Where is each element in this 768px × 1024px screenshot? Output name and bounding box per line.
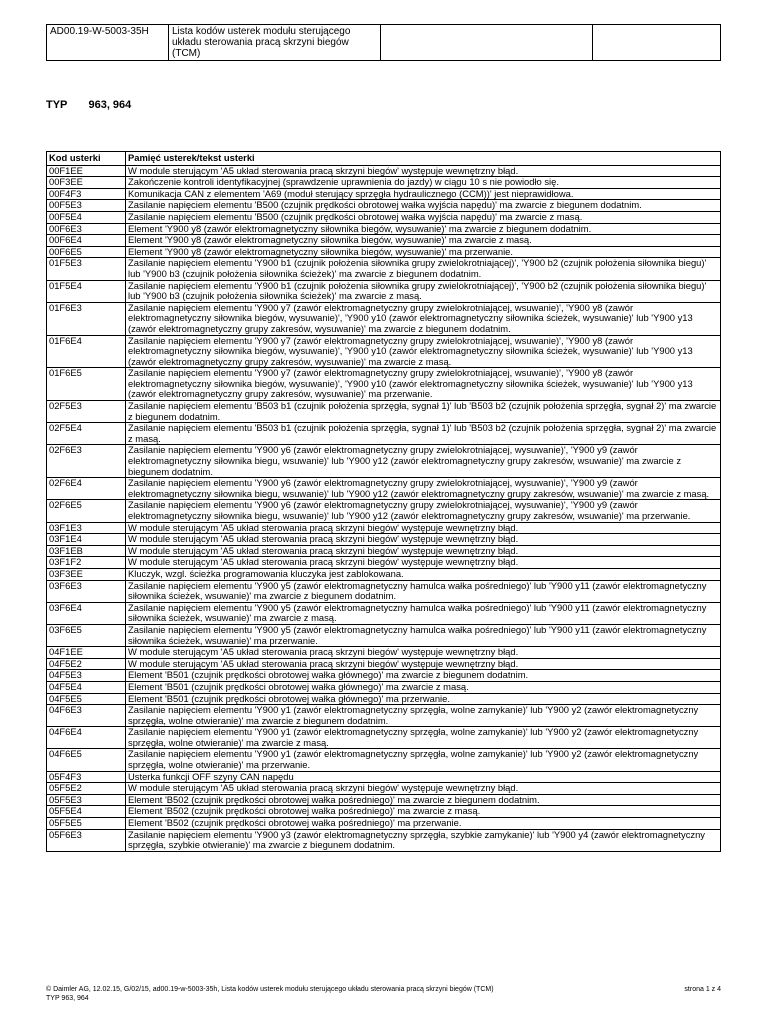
doc-id: AD00.19-W-5003-35H (47, 25, 169, 61)
fault-code: 05F5E2 (47, 783, 126, 795)
table-row (47, 401, 721, 423)
fault-description: Zasilanie napięciem elementu 'Y900 b1 (czujnik położenia siłownika grupy zwielokrotniającej)', 'Y900 b2 (czujnik położenia siłownika biegu)' lub 'Y900 b3 (czujnik położenia siłownika ścieżek)' ma zwarcie z masą. (126, 280, 721, 302)
table-row (47, 246, 721, 258)
fault-code-rows (47, 165, 721, 851)
fault-description: Zasilanie napięciem elementu 'B500 (czujnik prędkości obrotowej wałka wyjścia napędu)' ma zwarcie z masą. (126, 211, 721, 223)
table-row (47, 681, 721, 693)
fault-code: 04F5E5 (47, 693, 126, 705)
fault-description: Zasilanie napięciem elementu 'Y900 y6 (zawór elektromagnetyczny grupy zwielokrotniającej, wysuwanie)', 'Y900 y9 (zawór elektromagnetyczny siłownika biegu, wsuwanie)' lub 'Y900 y12 (zawór elektromagnetyczny grupy zakresów, wsuwanie)' ma zwarcie z biegunem dodatnim. (126, 445, 721, 478)
table-row (47, 670, 721, 682)
fault-description: Zasilanie napięciem elementu 'B503 b1 (czujnik położenia sprzęgła, sygnał 1)' lub 'B503 b2 (czujnik położenia sprzęgła, sygnał 2)' ma zwarcie z masą. (126, 423, 721, 445)
fault-code: 01F5E4 (47, 280, 126, 302)
table-row (47, 783, 721, 795)
fault-code: 00F5E4 (47, 211, 126, 223)
table-row (47, 693, 721, 705)
fault-description: Element 'B501 (czujnik prędkości obrotowej wałka głównego)' ma zwarcie z masą. (126, 681, 721, 693)
fault-description: Zasilanie napięciem elementu 'Y900 y5 (zawór elektromagnetyczny hamulca wałka pośredniego)' lub 'Y900 y11 (zawór elektromagnetyczny siłownika ścieżek, wsuwanie)' ma zwarcie z masą. (126, 602, 721, 624)
fault-code: 04F5E3 (47, 670, 126, 682)
fault-description: W module sterującym 'A5 układ sterowania pracą skrzyni biegów' występuje wewnętrzny błąd. (126, 783, 721, 795)
table-row (47, 658, 721, 670)
page-footer (46, 985, 721, 1003)
fault-code: 04F5E2 (47, 658, 126, 670)
fault-code: 03F1F2 (47, 557, 126, 569)
fault-description: Element 'Y900 y8 (zawór elektromagnetyczny siłownika biegów, wysuwanie)' ma zwarcie z biegunem dodatnim. (126, 223, 721, 235)
table-row (47, 177, 721, 189)
fault-code: 02F6E5 (47, 500, 126, 522)
fault-code: 04F6E4 (47, 727, 126, 749)
vehicle-type-line (46, 99, 149, 111)
fault-code: 02F5E4 (47, 423, 126, 445)
table-row (47, 478, 721, 500)
fault-description: Zakończenie kontroli identyfikacyjnej (sprawdzenie uprawnienia do jazdy) w ciągu 10 s nie powiodło się. (126, 177, 721, 189)
fault-code: 04F6E3 (47, 705, 126, 727)
fault-description: Element 'Y900 y8 (zawór elektromagnetyczny siłownika biegów, wysuwanie)' ma przerwanie. (126, 246, 721, 258)
table-row (47, 749, 721, 771)
fault-code: 01F5E3 (47, 258, 126, 280)
fault-code: 04F6E5 (47, 749, 126, 771)
table-row (47, 165, 721, 177)
fault-description: Zasilanie napięciem elementu 'Y900 y6 (zawór elektromagnetyczny grupy zwielokrotniającej, wysuwanie)', 'Y900 y9 (zawór elektromagnetyczny siłownika biegu, wsuwanie)' lub 'Y900 y12 (zawór elektromagnetyczny grupy zakresów, wsuwanie)' ma zwarcie z masą. (126, 478, 721, 500)
fault-description: W module sterującym 'A5 układ sterowania pracą skrzyni biegów' występuje wewnętrzny błąd. (126, 658, 721, 670)
table-row (47, 445, 721, 478)
table-row (47, 727, 721, 749)
fault-description: W module sterującym 'A5 układ sterowania pracą skrzyni biegów' występuje wewnętrzny błąd. (126, 165, 721, 177)
fault-code: 01F6E4 (47, 335, 126, 368)
fault-description: Element 'Y900 y8 (zawór elektromagnetyczny siłownika biegów, wysuwanie)' ma zwarcie z masą. (126, 235, 721, 247)
fault-description: Zasilanie napięciem elementu 'Y900 y5 (zawór elektromagnetyczny hamulca wałka pośredniego)' lub 'Y900 y11 (zawór elektromagnetyczny siłownika ścieżek, wsuwanie)' ma zwarcie z biegunem dodatnim. (126, 580, 721, 602)
table-row (47, 534, 721, 546)
fault-description: Zasilanie napięciem elementu 'Y900 y7 (zawór elektromagnetyczny grupy zwielokrotniającej, wsuwanie)', 'Y900 y8 (zawór elektromagnetyczny siłownika biegów, wysuwanie)', 'Y900 y10 (zawór elektromagnetyczny siłownika ścieżek, wysuwanie)' lub 'Y900 y13 (zawór elektromagnetyczny grupy zakresów, wysuwanie)' ma zwarcie z biegunem dodatnim. (126, 302, 721, 335)
fault-description: Zasilanie napięciem elementu 'Y900 y5 (zawór elektromagnetyczny hamulca wałka pośredniego)' lub 'Y900 y11 (zawór elektromagnetyczny siłownika ścieżek, wsuwanie)' ma przerwanie. (126, 624, 721, 646)
fault-code: 00F5E3 (47, 200, 126, 212)
table-row (47, 211, 721, 223)
table-row (47, 368, 721, 401)
document-header-table (46, 24, 721, 61)
header-cell-3 (381, 25, 593, 61)
table-row (47, 557, 721, 569)
fault-description: Zasilanie napięciem elementu 'Y900 y3 (zawór elektromagnetyczny sprzęgła, szybkie zamykanie)' lub 'Y900 y4 (zawór elektromagnetyczny sprzęgła, szybkie otwieranie)' ma zwarcie z biegunem dodatnim. (126, 829, 721, 851)
table-row (47, 200, 721, 212)
table-row (47, 568, 721, 580)
table-row (47, 545, 721, 557)
fault-description: Zasilanie napięciem elementu 'Y900 y1 (zawór elektromagnetyczny sprzęgła, wolne zamykanie)' lub 'Y900 y2 (zawór elektromagnetyczny sprzęgła, wolne otwieranie)' ma zwarcie z masą. (126, 727, 721, 749)
table-row (47, 806, 721, 818)
fault-description: W module sterującym 'A5 układ sterowania pracą skrzyni biegów' występuje wewnętrzny błąd. (126, 557, 721, 569)
fault-code: 05F5E5 (47, 818, 126, 830)
fault-description: Element 'B501 (czujnik prędkości obrotowej wałka głównego)' ma przerwanie. (126, 693, 721, 705)
fault-code: 00F4F3 (47, 188, 126, 200)
table-row (47, 188, 721, 200)
fault-description: Zasilanie napięciem elementu 'Y900 y7 (zawór elektromagnetyczny grupy zwielokrotniającej, wsuwanie)', 'Y900 y8 (zawór elektromagnetyczny siłownika biegów, wysuwanie)', 'Y900 y10 (zawór elektromagnetyczny siłownika ścieżek, wysuwanie)' lub 'Y900 y13 (zawór elektromagnetyczny grupy zakresów, wysuwanie)' ma zwarcie z masą. (126, 335, 721, 368)
table-row (47, 829, 721, 851)
col-header-description: Pamięć usterek/tekst usterki (126, 152, 721, 166)
table-row (47, 500, 721, 522)
fault-code: 05F6E3 (47, 829, 126, 851)
fault-code: 00F1EE (47, 165, 126, 177)
table-row (47, 423, 721, 445)
fault-description: Element 'B501 (czujnik prędkości obrotowej wałka głównego)' ma zwarcie z biegunem dodatnim. (126, 670, 721, 682)
fault-code-table (46, 151, 721, 852)
fault-code: 00F6E4 (47, 235, 126, 247)
fault-code: 04F1EE (47, 647, 126, 659)
table-row (47, 522, 721, 534)
table-row (47, 280, 721, 302)
fault-code: 01F6E3 (47, 302, 126, 335)
table-row (47, 258, 721, 280)
table-row (47, 602, 721, 624)
fault-code: 01F6E5 (47, 368, 126, 401)
fault-code: 03F1E4 (47, 534, 126, 546)
fault-description: Zasilanie napięciem elementu 'Y900 y1 (zawór elektromagnetyczny sprzęgła, wolne zamykanie)' lub 'Y900 y2 (zawór elektromagnetyczny sprzęgła, wolne otwieranie)' ma przerwanie. (126, 749, 721, 771)
page-number: strona 1 z 4 (684, 986, 721, 993)
fault-description: Zasilanie napięciem elementu 'B500 (czujnik prędkości obrotowej wałka wyjścia napędu)' ma zwarcie z biegunem dodatnim. (126, 200, 721, 212)
table-row (47, 705, 721, 727)
fault-code: 03F1E3 (47, 522, 126, 534)
fault-code: 05F4F3 (47, 771, 126, 783)
table-row (47, 235, 721, 247)
typ-label: TYP (46, 99, 68, 111)
table-row (47, 771, 721, 783)
table-row (47, 580, 721, 602)
col-header-code: Kod usterki (47, 152, 126, 166)
table-row (47, 624, 721, 646)
fault-description: Zasilanie napięciem elementu 'Y900 y6 (zawór elektromagnetyczny grupy zwielokrotniającej, wysuwanie)', 'Y900 y9 (zawór elektromagnetyczny siłownika biegu, wsuwanie)' lub 'Y900 y12 (zawór elektromagnetyczny grupy zakresów, wsuwanie)' ma przerwanie. (126, 500, 721, 522)
footer-copyright: © Daimler AG, 12.02.15, G/02/15, ad00.19-w-5003-35h, Lista kodów usterek modułu sterującego układu sterowania pracą skrzyni biegów (TCM) (46, 986, 494, 993)
table-row (47, 794, 721, 806)
table-header-row (47, 152, 721, 166)
fault-description: Usterka funkcji OFF szyny CAN napędu (126, 771, 721, 783)
fault-description: Element 'B502 (czujnik prędkości obrotowej wałka pośredniego)' ma przerwanie. (126, 818, 721, 830)
fault-code: 02F5E3 (47, 401, 126, 423)
fault-code: 02F6E3 (47, 445, 126, 478)
table-row (47, 818, 721, 830)
table-row (47, 302, 721, 335)
fault-description: Zasilanie napięciem elementu 'Y900 b1 (czujnik położenia siłownika grupy zwielokrotniającej)', 'Y900 b2 (czujnik położenia siłownika biegu)' lub 'Y900 b3 (czujnik położenia siłownika ścieżek)' ma zwarcie z biegunem dodatnim. (126, 258, 721, 280)
fault-description: W module sterującym 'A5 układ sterowania pracą skrzyni biegów' występuje wewnętrzny błąd. (126, 534, 721, 546)
fault-description: W module sterującym 'A5 układ sterowania pracą skrzyni biegów' występuje wewnętrzny błąd. (126, 522, 721, 534)
fault-description: Element 'B502 (czujnik prędkości obrotowej wałka pośredniego)' ma zwarcie z masą. (126, 806, 721, 818)
fault-code: 00F6E3 (47, 223, 126, 235)
fault-code: 03F1EB (47, 545, 126, 557)
table-row (47, 647, 721, 659)
fault-code: 03F6E3 (47, 580, 126, 602)
fault-code: 03F6E5 (47, 624, 126, 646)
fault-description: W module sterującym 'A5 układ sterowania pracą skrzyni biegów' występuje wewnętrzny błąd. (126, 647, 721, 659)
fault-code: 05F5E4 (47, 806, 126, 818)
table-row (47, 223, 721, 235)
fault-description: Kluczyk, wzgl. ścieżka programowania kluczyka jest zablokowana. (126, 568, 721, 580)
fault-description: Zasilanie napięciem elementu 'Y900 y7 (zawór elektromagnetyczny grupy zwielokrotniającej, wsuwanie)', 'Y900 y8 (zawór elektromagnetyczny siłownika biegów, wysuwanie)', 'Y900 y10 (zawór elektromagnetyczny siłownika ścieżek, wysuwanie)' lub 'Y900 y13 (zawór elektromagnetyczny grupy zakresów, wysuwanie)' ma przerwanie. (126, 368, 721, 401)
fault-code: 00F6E5 (47, 246, 126, 258)
fault-description: Zasilanie napięciem elementu 'B503 b1 (czujnik położenia sprzęgła, sygnał 1)' lub 'B503 b2 (czujnik położenia sprzęgła, sygnał 2)' ma zwarcie z biegunem dodatnim. (126, 401, 721, 423)
fault-code: 02F6E4 (47, 478, 126, 500)
fault-code: 04F5E4 (47, 681, 126, 693)
header-cell-4 (593, 25, 721, 61)
doc-title: Lista kodów usterek modułu sterującego układu sterowania pracą skrzyni biegów (TCM) (169, 25, 381, 61)
footer-type: TYP 963, 964 (46, 995, 89, 1002)
fault-description: W module sterującym 'A5 układ sterowania pracą skrzyni biegów' występuje wewnętrzny błąd. (126, 545, 721, 557)
fault-code: 03F6E4 (47, 602, 126, 624)
fault-description: Komunikacja CAN z elementem 'A69 (moduł sterujący sprzęgła hydraulicznego (CCM))' jest nieprawidłowa. (126, 188, 721, 200)
fault-code: 05F5E3 (47, 794, 126, 806)
fault-code: 03F3EE (47, 568, 126, 580)
table-row (47, 335, 721, 368)
fault-description: Element 'B502 (czujnik prędkości obrotowej wałka pośredniego)' ma zwarcie z biegunem dodatnim. (126, 794, 721, 806)
fault-code: 00F3EE (47, 177, 126, 189)
fault-description: Zasilanie napięciem elementu 'Y900 y1 (zawór elektromagnetyczny sprzęgła, wolne zamykanie)' lub 'Y900 y2 (zawór elektromagnetyczny sprzęgła, wolne otwieranie)' ma zwarcie z biegunem dodatnim. (126, 705, 721, 727)
typ-value: 963, 964 (88, 99, 132, 111)
